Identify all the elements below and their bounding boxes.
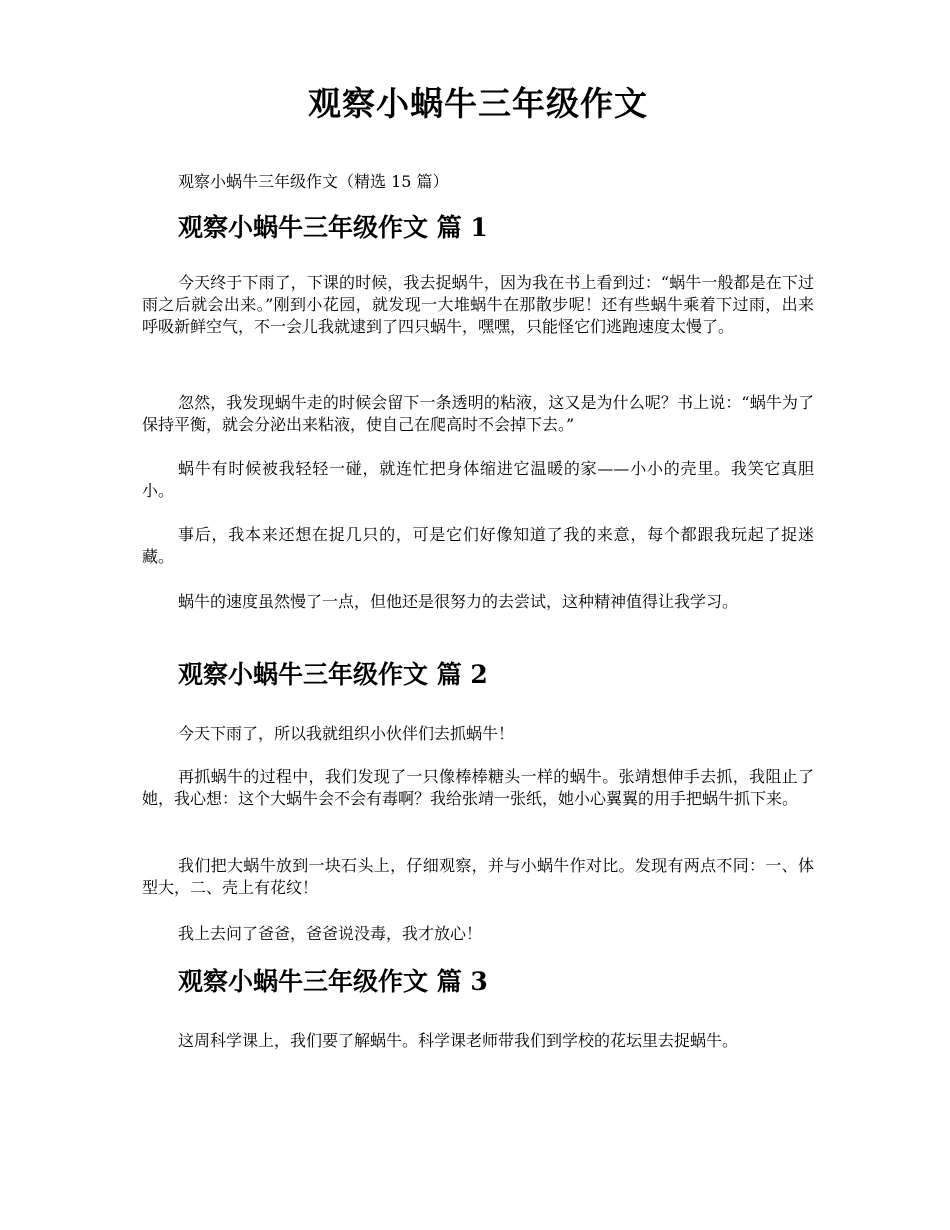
paragraph: 蜗牛有时候被我轻轻一碰，就连忙把身体缩进它温暖的家——小小的壳里。我笑它真胆小。 (142, 459, 814, 500)
document-subtitle: 观察小蜗牛三年级作文（精选 15 篇） (178, 172, 449, 191)
paragraph: 蜗牛的速度虽然慢了一点，但他还是很努力的去尝试，这种精神值得让我学习。 (178, 592, 739, 611)
paragraph: 今天终于下雨了，下课的时候，我去捉蜗牛，因为我在书上看到过：“蜗牛一般都是在下过雨之后就会出来。”刚到小花园，就发现一大堆蜗牛在那散步呢！还有些蜗牛乘着下过雨，出来呼吸新鲜空气，不一会儿我就逮到了四只蜗牛，嘿嘿，只能怪它们逃跑速度太慢了。 (142, 273, 814, 336)
section-heading-1: 观察小蜗牛三年级作文 篇 1 (178, 213, 488, 242)
paragraph: 我们把大蜗牛放到一块石头上，仔细观察，并与小蜗牛作对比。发现有两点不同：一、体型大，二、壳上有花纹！ (142, 856, 814, 897)
paragraph: 这周科学课上，我们要了解蜗牛。科学课老师带我们到学校的花坛里去捉蜗牛。 (178, 1031, 739, 1050)
document-title: 观察小蜗牛三年级作文 (308, 84, 648, 123)
paragraph: 忽然，我发现蜗牛走的时候会留下一条透明的粘液，这又是为什么呢？书上说：“蜗牛为了保持平衡，就会分泌出来粘液，使自己在爬高时不会掉下去。” (142, 393, 814, 434)
section-heading-3: 观察小蜗牛三年级作文 篇 3 (178, 967, 488, 996)
paragraph: 事后，我本来还想在捉几只的，可是它们好像知道了我的来意，每个都跟我玩起了捉迷藏。 (142, 525, 814, 566)
paragraph: 我上去问了爸爸，爸爸说没毒，我才放心！ (178, 924, 483, 943)
paragraph: 再抓蜗牛的过程中，我们发现了一只像棒棒糖头一样的蜗牛。张靖想伸手去抓，我阻止了她，我心想：这个大蜗牛会不会有毒啊？我给张靖一张纸，她小心翼翼的用手把蜗牛抓下来。 (142, 767, 814, 808)
section-heading-2: 观察小蜗牛三年级作文 篇 2 (178, 660, 488, 689)
paragraph: 今天下雨了，所以我就组织小伙伴们去抓蜗牛！ (178, 724, 515, 743)
